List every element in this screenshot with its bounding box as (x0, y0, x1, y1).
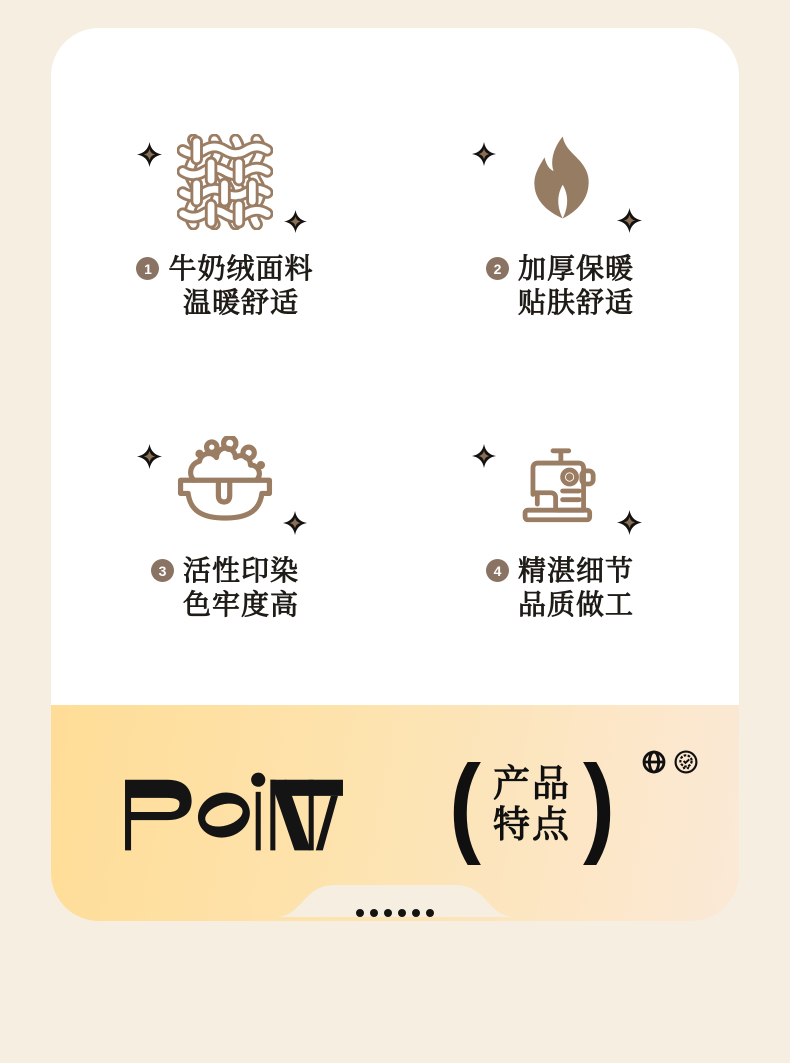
sewing-machine-icon (512, 438, 608, 535)
feature-subtitle: 色牢度高 (182, 589, 299, 621)
product-label (449, 742, 615, 866)
feature-subtitle: 温暖舒适 (182, 287, 299, 319)
feature-title: 加厚保暖 (517, 253, 634, 284)
label-line2: 特点 (492, 804, 571, 845)
sparkle-icon (284, 210, 307, 238)
weave-icon (177, 134, 273, 235)
label-line1: 产品 (492, 763, 571, 805)
feature-icon-zone (420, 132, 700, 236)
flame-icon (519, 135, 601, 234)
feature-icon-zone (420, 434, 700, 538)
paren-open: ( (449, 742, 481, 866)
dot (370, 909, 378, 917)
feature-number-badge: 4 (486, 559, 509, 582)
sparkle-icon (472, 142, 496, 171)
feature-item-3 (85, 434, 365, 622)
sparkle-icon (617, 510, 642, 540)
feature-number-badge: 1 (136, 257, 159, 280)
globe-icon (641, 749, 667, 780)
dot (384, 909, 392, 917)
paren-close: ) (582, 742, 615, 866)
certificate-badge-icon (673, 749, 699, 780)
dot (356, 909, 364, 917)
feature-subtitle: 贴肤舒适 (517, 287, 634, 319)
feature-item-4 (420, 434, 700, 622)
wash-basin-icon (173, 436, 277, 537)
sparkle-icon (617, 208, 642, 238)
dot (426, 909, 434, 917)
feature-icon-zone (85, 434, 365, 538)
feature-title: 牛奶绒面料 (168, 253, 314, 284)
dots-decoration (356, 909, 434, 917)
feature-icon-zone (85, 132, 365, 236)
sparkle-icon (472, 444, 496, 473)
dot (412, 909, 420, 917)
sparkle-icon (283, 511, 307, 540)
sparkle-icon (137, 142, 162, 172)
feature-item-2 (420, 132, 700, 320)
feature-title: 活性印染 (182, 555, 299, 586)
cert-icons (641, 749, 699, 780)
point-logo (123, 767, 345, 856)
feature-title: 精湛细节 (517, 555, 634, 586)
feature-number-badge: 2 (486, 257, 509, 280)
feature-card (51, 28, 739, 705)
point-banner (51, 705, 739, 921)
feature-item-1 (85, 132, 365, 320)
feature-number-badge: 3 (151, 559, 174, 582)
dot (398, 909, 406, 917)
feature-subtitle: 品质做工 (517, 589, 634, 621)
sparkle-icon (137, 444, 162, 474)
